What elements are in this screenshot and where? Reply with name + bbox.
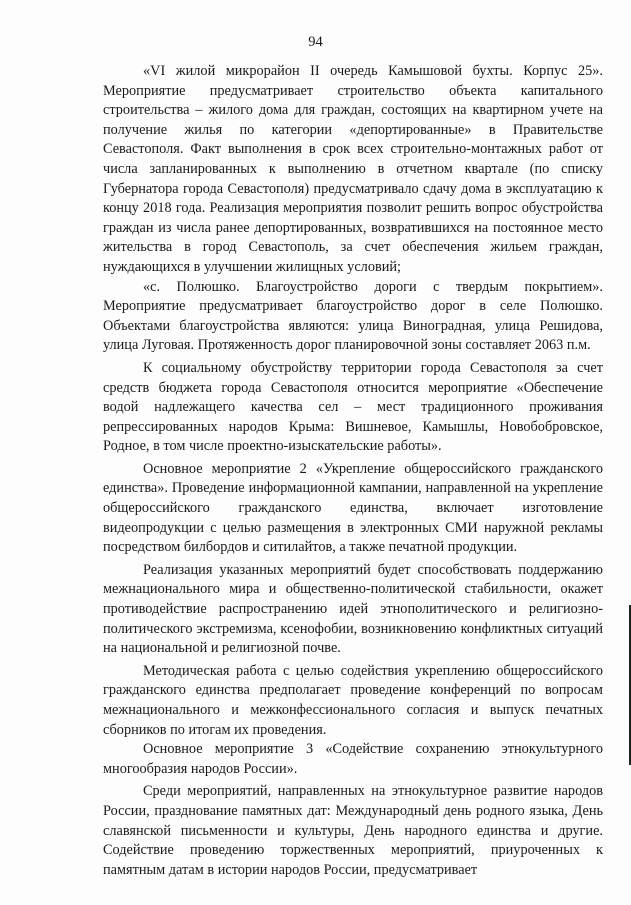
paragraph-methodical-work: Методическая работа с целью содействия укреплению общероссийского гражданского единства предполагает проведение конференций по вопросам межнационального и межконфессионального согласия и выпуск печатных сборников по итогам их проведения. [103, 662, 603, 738]
paragraph-implementation: Реализация указанных мероприятий будет способствовать поддержанию межнационального мира и общественно-политической стабильности, окажет противодействие распространению идей этнополитического и религиозно-политического экстремизма, ксенофобии, возникновению конфликтных ситуаций на национальной и религиозной почве. [103, 561, 603, 657]
paragraph-main-activity-3: Основное мероприятие 3 «Содействие сохранению этнокультурного многообразия народов России». [103, 741, 603, 777]
paragraph-polyushko: «с. Полюшко. Благоустройство дороги с твердым покрытием». Мероприятие предусматривает благоустройство дорог в селе Полюшко. Объектами благоустройства являются: улица Виноградная, улица Решидова, улица Луговая. Протяженность дорог планировочной зоны составляет 2063 п.м. [103, 278, 603, 354]
document-body [103, 62, 603, 880]
paragraph-ethnocultural-events: Среди мероприятий, направленных на этнокультурное развитие народов России, празднование памятных дат: Международный день родного языка, День славянской письменности и культуры, День народного единства и другие. Содействие проведению торжественных мероприятий, приуроченных к памятным датам в истории народов России, предусматривает [103, 783, 603, 878]
page-number: 94 [308, 34, 323, 50]
paragraph-main-activity-2: Основное мероприятие 2 «Укрепление общероссийского гражданского единства». Проведение информационной кампании, направленной на укрепление общероссийского гражданского единства, включает изготовление видеопродукции с целью размещения в электронных СМИ наружной рекламы посредством билбордов и ситилайтов, а также печатной продукции. [103, 460, 603, 556]
paragraph-social-development: К социальному обустройству территории города Севастополя за счет средств бюджета города Севастополя относится мероприятие «Обеспечение водой надлежащего качества сел – мест традиционного проживания репрессированных народов Крыма: Вишневое, Камышлы, Новобобровское, Родное, в том числе проектно-изыскательские работы». [103, 359, 603, 455]
paragraph-kamyshovaya-bay: «VI жилой микрорайон II очередь Камышовой бухты. Корпус 25». Мероприятие предусматривает строительство объекта капитального строительства – жилого дома для граждан, состоящих на квартирном учете на получение жилья по категории «депортированные» в Правительстве Севастополя. Факт выполнения в срок всех строительно-монтажных работ от числа запланированных к выполнению в отчетном квартале (по списку Губернатора города Севастополя) предусматривало сдачу дома в эксплуатацию к концу 2018 года. Реализация мероприятия позволит решить вопрос обустройства граждан из числа ранее депортированных, возвратившихся на постоянное место жительства в город Севастополь, за счет обеспечения жильем граждан, нуждающихся в улучшении жилищных условий; [103, 63, 603, 275]
